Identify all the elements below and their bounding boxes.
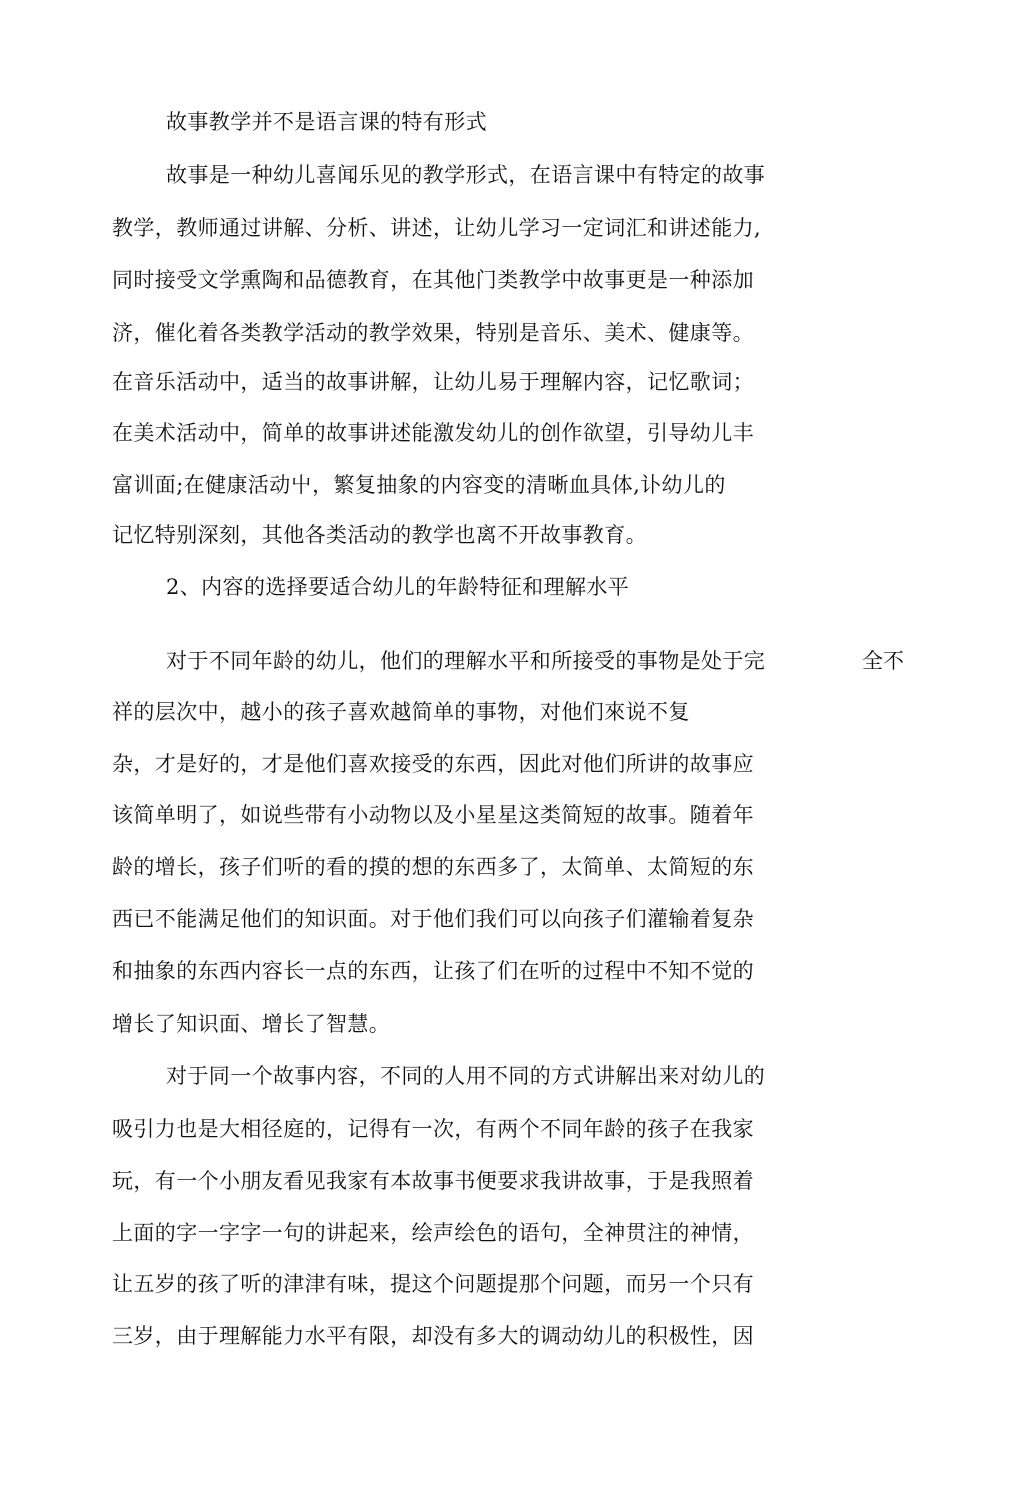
paragraph-3-line-5: 让五岁的孩了听的津津有味，提这个问题提那个问题，而另一个只有	[112, 1272, 754, 1296]
paragraph-1-line-5: 在音乐活动中，适当的故事讲解，让幼儿易于理解内容，记忆歌词；	[112, 370, 754, 394]
paragraph-1-line-6: 在美术活动中，简单的故事讲述能激发幼儿的创作欲望，引导幼儿丰	[112, 421, 754, 445]
paragraph-3-line-1: 对于同一个故事内容，不同的人用不同的方式讲解出来对幼儿的	[166, 1064, 766, 1088]
paragraph-1-line-7: 富训面;在健康活动屮，繁复抽象的内容变的清晰血具体,讣幼儿的	[112, 473, 726, 497]
paragraph-2-line-6: 西已不能满足他们的知识面。对于他们我们可以向孩子们灌输着复杂	[112, 907, 754, 931]
paragraph-1-line-8: 记忆特别深刻，其他各类活动的教学也离不开故事教育。	[112, 523, 647, 547]
paragraph-3-line-6: 三岁，由于理解能力水平有限，却没有多大的调动幼儿的积极性，因	[112, 1324, 754, 1348]
paragraph-2-line-1: 对于不同年龄的幼儿，他们的理解水平和所接受的事物是处于完	[166, 649, 766, 673]
paragraph-1-line-2: 教学，教师通过讲解、分析、讲述，让幼儿学习一定词汇和讲述能力,	[112, 216, 762, 240]
paragraph-2-line-3: 杂，才是好的，才是他们喜欢接受的东西，因此对他们所讲的故事应	[112, 752, 754, 776]
paragraph-1-line-1: 故事是一种幼儿喜闻乐见的教学形式，在语言课中有特定的故事	[166, 163, 766, 187]
paragraph-2-line-2: 祥的层次中，越小的孩子喜欢越简单的事物，对他们來说不复	[112, 700, 690, 724]
paragraph-3-line-2: 吸引力也是大相径庭的，记得有一次，有两个不同年龄的孩子在我家	[112, 1117, 754, 1141]
section-heading-1: 故事教学并不是语言课的特有形式	[166, 110, 487, 134]
paragraph-2-line-7: 和抽象的东西内容长一点的东西，让孩了们在听的过程中不知不觉的	[112, 959, 754, 983]
section-heading-2: 2、内容的选择要适合幼儿的年龄特征和理解水平	[166, 575, 630, 599]
paragraph-1-line-3: 同时接受文学熏陶和品德教育，在其他门类教学中故事更是一种添加	[112, 268, 754, 292]
paragraph-2-side-text: 全不	[862, 649, 904, 673]
paragraph-2-line-5: 龄的增长，孩子们听的看的摸的想的东西多了，太简单、太简短的东	[112, 855, 754, 879]
paragraph-2-line-8: 增长了知识面、增长了智慧。	[112, 1012, 391, 1036]
paragraph-2-line-4: 该简单明了，如说些带有小动物以及小星星这类简短的故事。随着年	[112, 803, 754, 827]
paragraph-3-line-3: 玩，有一个小朋友看见我家有本故事书便要求我讲故事，于是我照着	[112, 1169, 754, 1193]
paragraph-1-line-4: 济，催化着各类教学活动的教学效果，特别是音乐、美术、健康等。	[112, 321, 754, 345]
paragraph-3-line-4: 上面的字一字字一句的讲起来，绘声绘色的语句，全神贯注的神情，	[112, 1221, 754, 1245]
